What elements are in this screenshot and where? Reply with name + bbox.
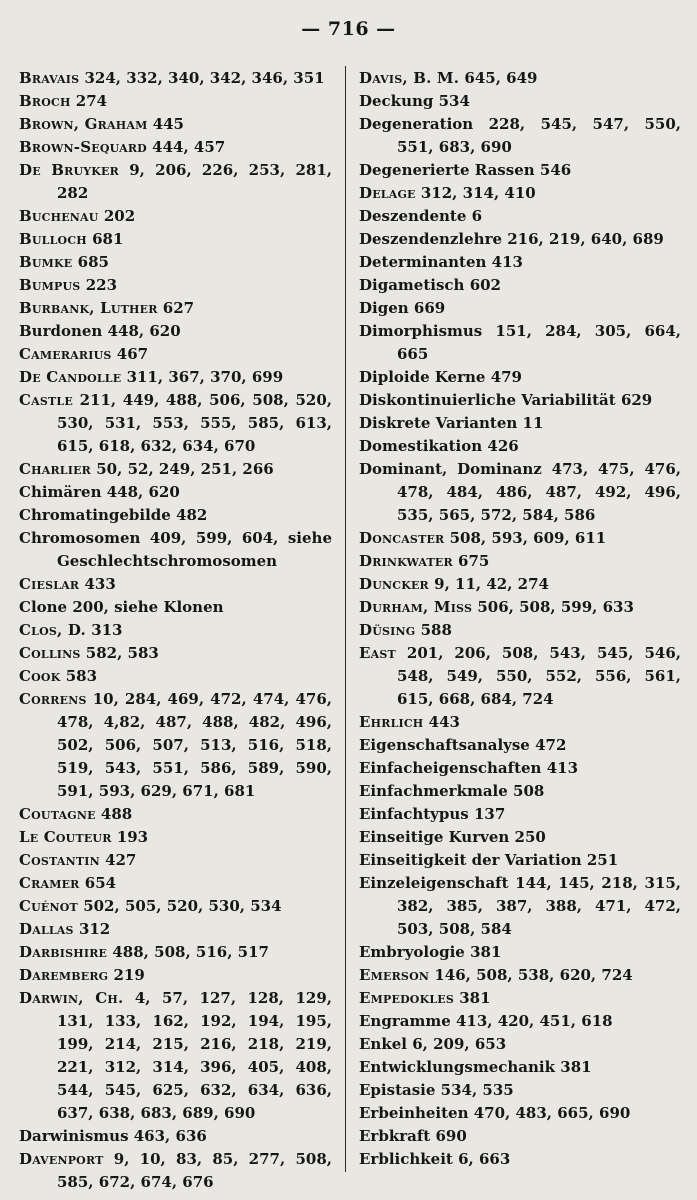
index-entry xyxy=(19,458,332,481)
index-entry xyxy=(359,458,681,527)
index-term: Burbank, Luther xyxy=(19,299,158,317)
index-entry xyxy=(359,182,681,205)
page-references: 546 xyxy=(539,161,572,179)
index-entry xyxy=(19,849,332,872)
index-term: Degenerierte Rassen xyxy=(359,161,535,179)
index-term: Cuénot xyxy=(19,897,78,915)
page-references: 506, 508, 599, 633 xyxy=(477,598,634,616)
index-term: Davis, B. M. xyxy=(359,69,460,87)
page-references: 312 xyxy=(78,920,111,938)
index-entry xyxy=(359,803,681,826)
page-references: 448, 620 xyxy=(107,322,181,340)
index-term: Entwicklungsmechanik xyxy=(359,1058,556,1076)
index-term: Clos, D. xyxy=(19,621,86,639)
index-entry xyxy=(19,619,332,642)
index-entry xyxy=(359,596,681,619)
index-entry xyxy=(19,389,332,458)
page-references: 433 xyxy=(84,575,116,593)
index-term: Embryologie xyxy=(359,943,465,961)
page-references: 470, 483, 665, 690 xyxy=(473,1104,631,1122)
index-term: Darbishire xyxy=(19,943,108,961)
index-term: Digametisch xyxy=(359,276,465,294)
index-entry xyxy=(359,67,681,90)
index-entry xyxy=(359,90,681,113)
page-references: 690 xyxy=(435,1127,467,1145)
index-term: Domestikation xyxy=(359,437,483,455)
index-term: Collins xyxy=(19,644,81,662)
page-references: 473, 475, 476, 478, 484, 486, 487, 492, 496, 535, 565, 572, 584, 586 xyxy=(397,460,681,524)
page-references: 582, 583 xyxy=(85,644,159,662)
index-term: Erbeinheiten xyxy=(359,1104,469,1122)
page-references: 10, 284, 469, 472, 474, 476, 478, 4,82, 487, 488, 482, 496, 502, 506, 507, 513, 516, 518, 519, 543, 551, 586, 589, 590, 591, 593, 629, 671, 681 xyxy=(57,690,332,800)
index-entry xyxy=(359,412,681,435)
index-term: Correns xyxy=(19,690,87,708)
index-entry xyxy=(19,297,332,320)
index-term: Brown-Sequard xyxy=(19,138,147,156)
page-references: 508, 593, 609, 611 xyxy=(449,529,607,547)
index-entry xyxy=(359,941,681,964)
index-term: Darwinismus xyxy=(19,1127,129,1145)
page-references: 6 xyxy=(471,207,483,225)
index-term: Bumpus xyxy=(19,276,81,294)
index-term: Bumke xyxy=(19,253,73,271)
index-entry xyxy=(359,757,681,780)
index-entry xyxy=(19,527,332,573)
index-term: Drinkwater xyxy=(359,552,453,570)
index-entry xyxy=(359,205,681,228)
page-references: 681 xyxy=(92,230,124,248)
index-term: Einseitige Kurven xyxy=(359,828,510,846)
index-entry xyxy=(359,1079,681,1102)
index-column-left xyxy=(19,67,332,1194)
page-references: 9, 10, 83, 85, 277, 508, 585, 672, 674, 676 xyxy=(57,1150,332,1191)
page-references: 602 xyxy=(469,276,501,294)
index-entry xyxy=(19,67,332,90)
index-entry xyxy=(359,964,681,987)
page-references: 629 xyxy=(620,391,653,409)
page-references: 312, 314, 410 xyxy=(420,184,536,202)
index-term: Einfachtypus xyxy=(359,805,469,823)
column-divider xyxy=(345,66,346,1172)
index-term: De Candolle xyxy=(19,368,122,386)
index-term: Diploide Kerne xyxy=(359,368,486,386)
page-references: 151, 284, 305, 664, 665 xyxy=(397,322,681,363)
page-references: 654 xyxy=(84,874,117,892)
index-term: Burdonen xyxy=(19,322,103,340)
index-term: Einfachmerkmale xyxy=(359,782,508,800)
page-references: 413 xyxy=(546,759,579,777)
index-term: Daremberg xyxy=(19,966,109,984)
index-term: Erbkraft xyxy=(359,1127,431,1145)
page-references: 146, 508, 538, 620, 724 xyxy=(434,966,633,984)
page-references: 200, siehe Klonen xyxy=(72,598,224,616)
page-references: 427 xyxy=(105,851,137,869)
index-entry xyxy=(19,665,332,688)
index-term: Davenport xyxy=(19,1150,104,1168)
index-term: Bulloch xyxy=(19,230,87,248)
page-references: 413 xyxy=(491,253,523,271)
index-term: Camerarius xyxy=(19,345,112,363)
index-entry xyxy=(359,826,681,849)
index-term: Dallas xyxy=(19,920,74,938)
page-references: 202 xyxy=(103,207,136,225)
index-entry xyxy=(359,527,681,550)
page-references: 534, 535 xyxy=(440,1081,514,1099)
index-entry xyxy=(359,389,681,412)
page-references: 445 xyxy=(152,115,184,133)
index-term: Determinanten xyxy=(359,253,487,271)
page-references: 409, 599, 604, siehe Geschlechtschromosomen xyxy=(57,529,332,570)
index-term: Dimorphismus xyxy=(359,322,483,340)
page-references: 381 xyxy=(560,1058,592,1076)
index-entry xyxy=(359,711,681,734)
page-references: 443 xyxy=(428,713,460,731)
index-term: Einzeleigenschaft xyxy=(359,874,509,892)
page-references: 274 xyxy=(75,92,108,110)
index-term: Delage xyxy=(359,184,416,202)
index-term: East xyxy=(359,644,396,662)
index-entry xyxy=(19,596,332,619)
page-references: 534 xyxy=(438,92,470,110)
index-entry xyxy=(359,228,681,251)
index-entry xyxy=(359,320,681,366)
index-term: Coutagne xyxy=(19,805,96,823)
index-term: Digen xyxy=(359,299,409,317)
index-term: Darwin, Ch. xyxy=(19,989,124,1007)
index-term: Eigenschaftsanalyse xyxy=(359,736,530,754)
index-term: Deszendenzlehre xyxy=(359,230,503,248)
index-entry xyxy=(359,1102,681,1125)
index-entry xyxy=(19,573,332,596)
index-entry xyxy=(19,872,332,895)
page-references: 463, 636 xyxy=(133,1127,207,1145)
index-entry xyxy=(19,113,332,136)
page-references: 228, 545, 547, 550, 551, 683, 690 xyxy=(397,115,681,156)
index-term: Cramer xyxy=(19,874,80,892)
index-entry xyxy=(19,343,332,366)
page-references: 144, 145, 218, 315, 382, 385, 387, 388, 471, 472, 503, 508, 584 xyxy=(397,874,681,938)
index-entry xyxy=(359,619,681,642)
page-references: 9, 11, 42, 274 xyxy=(434,575,549,593)
index-entry xyxy=(359,987,681,1010)
page-references: 583 xyxy=(65,667,98,685)
index-term: Cook xyxy=(19,667,61,685)
index-term: Einseitigkeit der Variation xyxy=(359,851,582,869)
index-term: Deszendente xyxy=(359,207,467,225)
index-column-right xyxy=(359,67,681,1171)
index-entry xyxy=(19,1148,332,1194)
index-entry xyxy=(19,826,332,849)
index-entry xyxy=(359,1010,681,1033)
index-term: Castle xyxy=(19,391,73,409)
page-references: 508 xyxy=(513,782,545,800)
page-references: 444, 457 xyxy=(152,138,226,156)
index-term: Buchenau xyxy=(19,207,99,225)
index-entry xyxy=(359,734,681,757)
index-term: Erblichkeit xyxy=(359,1150,453,1168)
index-entry xyxy=(19,895,332,918)
index-term: Brown, Graham xyxy=(19,115,148,133)
index-entry xyxy=(19,481,332,504)
index-entry xyxy=(359,297,681,320)
index-term: Bravais xyxy=(19,69,80,87)
index-entry xyxy=(19,136,332,159)
index-term: Cieslar xyxy=(19,575,80,593)
index-entry xyxy=(19,1125,332,1148)
index-entry xyxy=(359,435,681,458)
index-entry xyxy=(359,1125,681,1148)
page-references: 448, 620 xyxy=(106,483,180,501)
index-term: Engramme xyxy=(359,1012,451,1030)
index-entry xyxy=(19,90,332,113)
page-references: 381 xyxy=(470,943,502,961)
page-number: — 716 — xyxy=(301,18,396,40)
index-term: Ehrlich xyxy=(359,713,424,731)
page-references: 311, 367, 370, 699 xyxy=(126,368,284,386)
index-entry xyxy=(19,228,332,251)
index-entry xyxy=(19,964,332,987)
index-term: Chromatingebilde xyxy=(19,506,171,524)
index-term: Degeneration xyxy=(359,115,474,133)
index-entry xyxy=(359,366,681,389)
index-term: Doncaster xyxy=(359,529,445,547)
index-term: Chromosomen xyxy=(19,529,141,547)
index-entry xyxy=(19,642,332,665)
index-entry xyxy=(359,159,681,182)
page-references: 479 xyxy=(490,368,522,386)
index-entry xyxy=(359,573,681,596)
page-references: 627 xyxy=(162,299,195,317)
page-references: 216, 219, 640, 689 xyxy=(507,230,664,248)
page-references: 9, 206, 226, 253, 281, 282 xyxy=(57,161,332,202)
index-entry xyxy=(359,274,681,297)
page-references: 50, 52, 249, 251, 266 xyxy=(96,460,274,478)
index-entry xyxy=(359,1056,681,1079)
page-references: 588 xyxy=(420,621,452,639)
index-entry xyxy=(19,688,332,803)
page-references: 250 xyxy=(514,828,546,846)
page-references: 645, 649 xyxy=(464,69,538,87)
index-entry xyxy=(359,113,681,159)
index-term: Enkel xyxy=(359,1035,407,1053)
page-references: 675 xyxy=(458,552,490,570)
index-entry xyxy=(19,366,332,389)
page-references: 219 xyxy=(113,966,145,984)
page-references: 669 xyxy=(413,299,446,317)
page-references: 488, 508, 516, 517 xyxy=(112,943,269,961)
index-term: Broch xyxy=(19,92,71,110)
index-term: Einfacheigenschaften xyxy=(359,759,542,777)
page-references: 472 xyxy=(535,736,567,754)
page-references: 251 xyxy=(586,851,619,869)
index-term: Costantin xyxy=(19,851,100,869)
index-entry xyxy=(19,803,332,826)
index-term: Duncker xyxy=(359,575,429,593)
page-references: 488 xyxy=(100,805,133,823)
page-references: 137 xyxy=(473,805,506,823)
index-term: Clone xyxy=(19,598,68,616)
index-entry xyxy=(359,872,681,941)
index-entry xyxy=(19,159,332,205)
page-references: 685 xyxy=(77,253,109,271)
index-entry xyxy=(359,1148,681,1171)
page-references: 467 xyxy=(116,345,149,363)
index-entry xyxy=(19,941,332,964)
page-references: 193 xyxy=(116,828,149,846)
index-term: Chimären xyxy=(19,483,102,501)
index-term: Le Couteur xyxy=(19,828,112,846)
page-references: 4, 57, 127, 128, 129, 131, 133, 162, 192, 194, 195, 199, 214, 215, 216, 218, 219, 221, 312, 314, 396, 405, 408, 544, 545, 625, 632, 634, 636, 637, 638, 683, 689, 690 xyxy=(57,989,332,1122)
index-entry xyxy=(19,320,332,343)
index-term: Diskrete Varianten xyxy=(359,414,518,432)
page-references: 502, 505, 520, 530, 534 xyxy=(83,897,282,915)
index-term: Dominant, Dominanz xyxy=(359,460,542,478)
index-entry xyxy=(19,251,332,274)
index-entry xyxy=(359,849,681,872)
page-references: 324, 332, 340, 342, 346, 351 xyxy=(84,69,325,87)
index-term: Diskontinuierliche Variabilität xyxy=(359,391,616,409)
index-entry xyxy=(19,918,332,941)
page-references: 211, 449, 488, 506, 508, 520, 530, 531, 553, 555, 585, 613, 615, 618, 632, 634, 670 xyxy=(57,391,332,455)
index-term: Düsing xyxy=(359,621,416,639)
index-term: Durham, Miss xyxy=(359,598,473,616)
index-term: De Bruyker xyxy=(19,161,119,179)
index-term: Deckung xyxy=(359,92,434,110)
index-entry xyxy=(359,780,681,803)
page-references: 482 xyxy=(176,506,208,524)
page-references: 313 xyxy=(91,621,123,639)
page-references: 11 xyxy=(522,414,544,432)
index-entry xyxy=(19,987,332,1125)
index-term: Charlier xyxy=(19,460,92,478)
page-references: 223 xyxy=(85,276,118,294)
index-entry xyxy=(19,205,332,228)
index-entry xyxy=(19,274,332,297)
page-references: 381 xyxy=(459,989,491,1007)
index-entry xyxy=(359,550,681,573)
index-term: Epistasie xyxy=(359,1081,436,1099)
page-references: 413, 420, 451, 618 xyxy=(455,1012,613,1030)
page-references: 426 xyxy=(487,437,519,455)
index-entry xyxy=(359,1033,681,1056)
index-entry xyxy=(19,504,332,527)
index-entry xyxy=(359,251,681,274)
page-references: 6, 663 xyxy=(458,1150,511,1168)
index-entry xyxy=(359,642,681,711)
page-references: 201, 206, 508, 543, 545, 546, 548, 549, 550, 552, 556, 561, 615, 668, 684, 724 xyxy=(397,644,681,708)
index-term: Emerson xyxy=(359,966,430,984)
page-references: 6, 209, 653 xyxy=(412,1035,507,1053)
index-term: Empedokles xyxy=(359,989,455,1007)
